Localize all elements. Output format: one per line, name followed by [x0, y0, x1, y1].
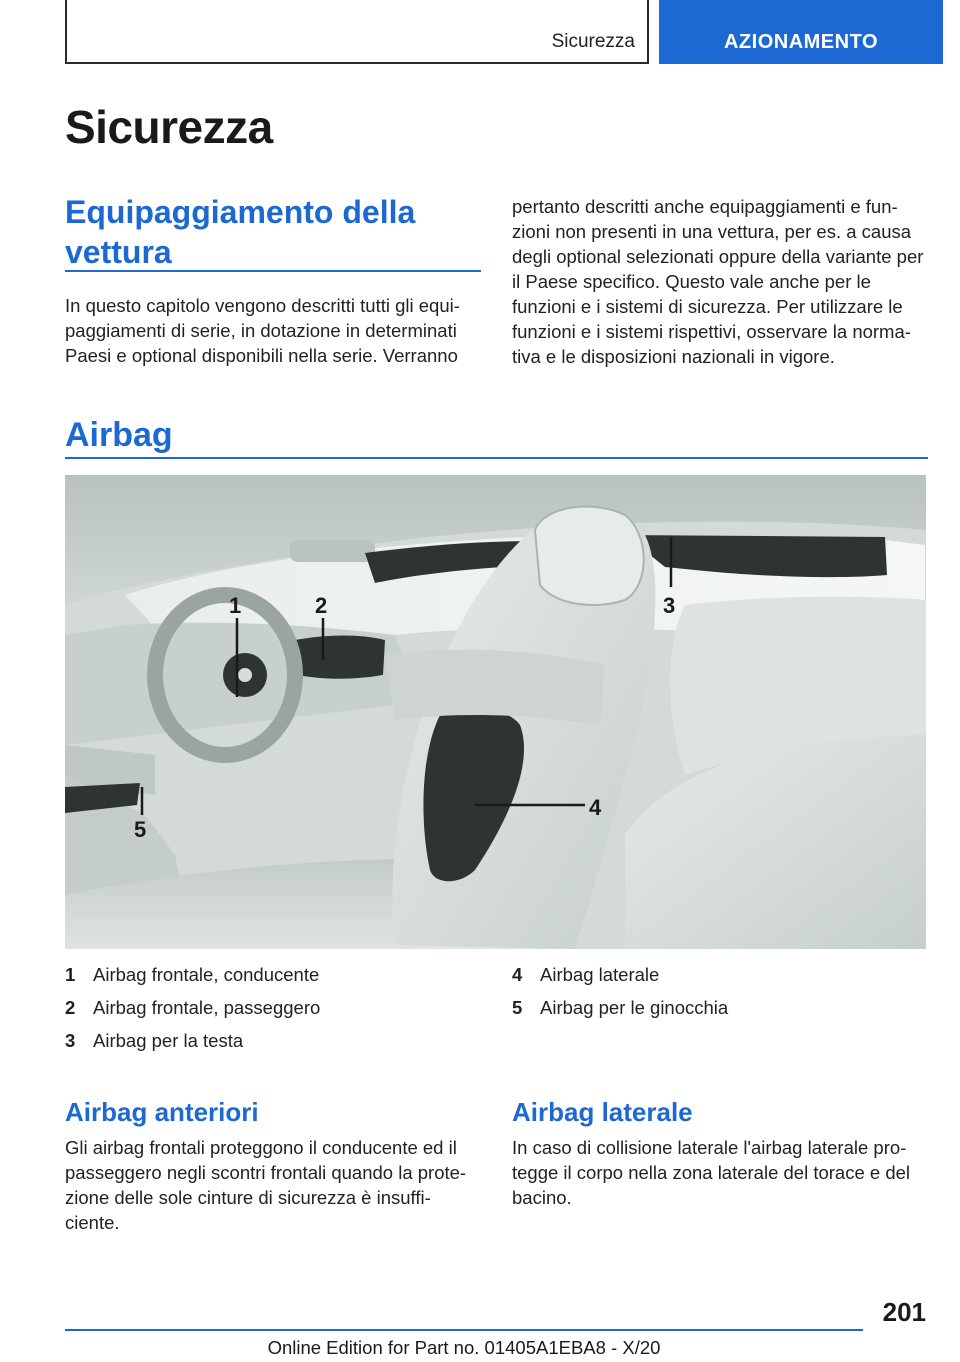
header-section-tab: [65, 0, 649, 64]
legend-number: 5: [512, 997, 523, 1018]
legend-item: [65, 962, 485, 995]
legend-label: Airbag per le ginocchia: [540, 997, 729, 1018]
footer-rule: [65, 1329, 863, 1331]
legend-label: Airbag frontale, passeggero: [93, 997, 321, 1018]
legend-label: Airbag laterale: [540, 964, 660, 985]
legend-number: 3: [65, 1030, 76, 1051]
airbag-illustration: [65, 475, 926, 949]
front-airbags-heading: Airbag anteriori: [65, 1097, 259, 1127]
header-chapter-label: AZIONAMENTO: [723, 31, 878, 53]
legend-label: Airbag frontale, conducente: [93, 964, 320, 985]
callout-3: 3: [663, 593, 676, 618]
equipment-heading: Equipaggiamento della vettura: [65, 194, 416, 270]
airbag-legend-right: [512, 962, 932, 1028]
legend-number: 1: [65, 964, 76, 985]
page-title: Sicurezza: [65, 101, 273, 153]
equipment-text-left: In questo capitolo vengono descritti tutti gli equi-paggiamenti di serie, in dotazione in determinati Paesi e optional disponibili nella serie. Verranno: [65, 295, 460, 366]
airbag-legend-left: [65, 962, 485, 1061]
airbag-heading-rule: [65, 457, 928, 459]
side-airbag-text: In caso di collisione laterale l'airbag laterale pro-tegge il corpo nella zona laterale del torace e del bacino.: [512, 1137, 911, 1208]
equipment-heading-rule: [65, 270, 481, 272]
legend-item: [65, 1028, 485, 1061]
legend-number: 4: [512, 964, 523, 985]
page-number: 201: [882, 1297, 926, 1327]
headrest: [535, 507, 644, 605]
side-airbag-heading: Airbag laterale: [512, 1097, 693, 1127]
header-chapter-tab: [659, 0, 943, 64]
equipment-text-right: pertanto descritti anche equipaggiamenti e fun-zioni non presenti in una vettura, per es. a causa degli optional selezionati oppure della variante per il Paese specifico. Questo vale anche per le funzioni e i sistemi di sicurezza. Per utilizzare le funzioni e i sistemi rispettivi, osservare la norma-tiva e le disposizioni nazionali in vigore.: [512, 196, 924, 367]
airbag-heading: Airbag: [65, 416, 173, 454]
passenger-front-airbag-zone: [295, 635, 385, 678]
legend-label: Airbag per la testa: [93, 1030, 244, 1051]
front-airbags-text: Gli airbag frontali proteggono il conducente ed il passeggero negli scontri frontali quando la prote-zione delle sole cinture di sicurezza è insuffi-ciente.: [65, 1137, 467, 1233]
legend-item: [512, 995, 932, 1028]
legend-item: [512, 962, 932, 995]
header-section-label: Sicurezza: [551, 31, 635, 52]
legend-item: [65, 995, 485, 1028]
callout-4: 4: [589, 795, 602, 820]
callout-1: 1: [229, 593, 242, 618]
steering-logo: [238, 668, 252, 682]
rear-view-mirror: [290, 540, 375, 562]
footer-edition: Online Edition for Part no. 01405A1EBA8 - X/20: [267, 1337, 661, 1358]
legend-number: 2: [65, 997, 76, 1018]
callout-2: 2: [315, 593, 328, 618]
front-door-panel: [385, 650, 605, 725]
callout-5: 5: [134, 817, 147, 842]
